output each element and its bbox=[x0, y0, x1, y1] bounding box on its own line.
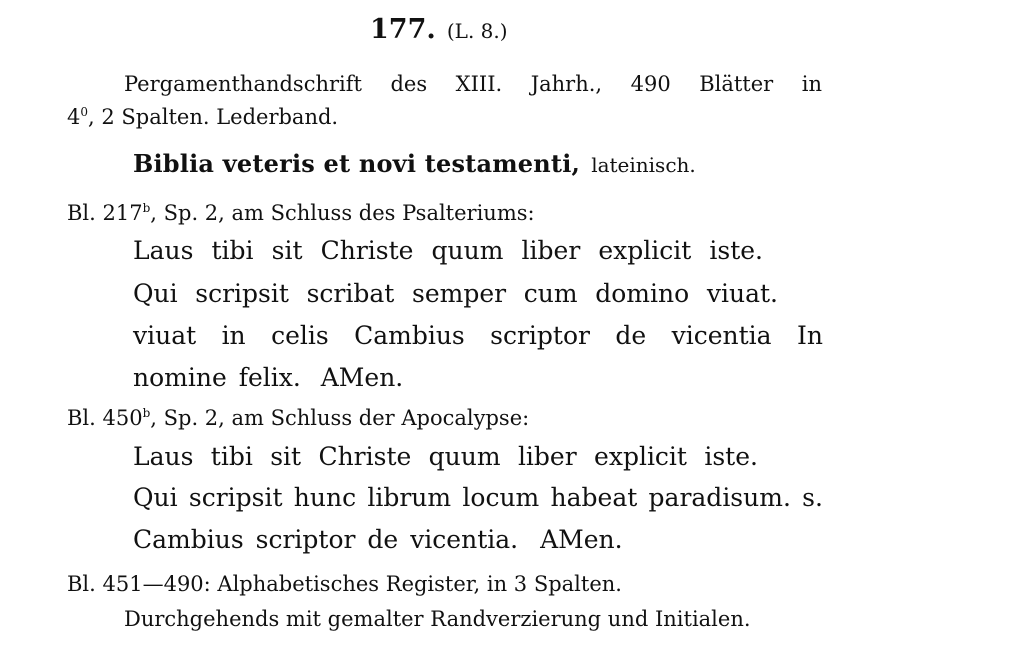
verse-line bbox=[133, 238, 763, 263]
verse-word: tibi bbox=[210, 442, 253, 471]
verse-word: semper bbox=[412, 279, 507, 308]
verse-word: AMen. bbox=[540, 525, 623, 554]
reference-verso: b bbox=[142, 201, 151, 215]
description-word: des bbox=[390, 72, 428, 96]
verse-word: scripsit bbox=[195, 279, 289, 308]
verse-word: habeat bbox=[550, 483, 638, 512]
verse-word: Laus bbox=[133, 442, 194, 471]
work-title bbox=[133, 149, 696, 178]
verse-word: cum bbox=[523, 279, 578, 308]
description-word: 490 bbox=[630, 72, 671, 96]
work-title-language: lateinisch. bbox=[591, 153, 696, 177]
verse-word: quum bbox=[431, 236, 504, 265]
verse-word: paradisum. bbox=[648, 483, 791, 512]
description-word: Jahrh., bbox=[530, 72, 603, 96]
verse-word: Cambius bbox=[354, 321, 465, 350]
verse-line bbox=[133, 444, 758, 469]
verse-word: domino bbox=[595, 279, 690, 308]
reference-verso: b bbox=[142, 406, 151, 420]
verse-word: viuat. bbox=[706, 279, 778, 308]
description-word: Blätter bbox=[699, 72, 774, 96]
verse-word: felix. bbox=[238, 363, 301, 392]
verse-word: scripsit bbox=[188, 483, 283, 512]
description-rest: , 2 Spalten. Lederband. bbox=[88, 105, 339, 129]
description-line-2 bbox=[67, 107, 338, 128]
verse-line bbox=[133, 323, 823, 348]
verse-line bbox=[133, 485, 823, 510]
verse-word: iste. bbox=[704, 442, 758, 471]
format-degree: 0 bbox=[80, 105, 89, 119]
verse-word: liber bbox=[521, 236, 581, 265]
reference-folio: Bl. 450 bbox=[67, 406, 143, 430]
verse-word: de bbox=[367, 525, 399, 554]
verse-line bbox=[133, 527, 623, 552]
work-title-bold: Biblia veteris et novi testamenti, bbox=[133, 149, 581, 178]
description-word: Pergamenthandschrift bbox=[124, 72, 362, 96]
reference-folio: Bl. 217 bbox=[67, 201, 143, 225]
verse-word: scriptor bbox=[255, 525, 356, 554]
verse-word: de bbox=[615, 321, 647, 350]
reference-text: , Sp. 2, am Schluss des Psalteriums: bbox=[150, 201, 535, 225]
verse-word: quum bbox=[428, 442, 501, 471]
register-line-2: Durchgehends mit gemalter Randverzierung und Initialen. bbox=[124, 607, 751, 631]
entry-reference-1 bbox=[67, 203, 535, 224]
reference-text: , Sp. 2, am Schluss der Apocalypse: bbox=[150, 406, 530, 430]
verse-word: liber bbox=[517, 442, 577, 471]
verse-word: iste. bbox=[709, 236, 763, 265]
verse-word: in bbox=[221, 321, 246, 350]
verse-word: viuat bbox=[133, 321, 197, 350]
verse-word: Laus bbox=[133, 236, 194, 265]
verse-word: scribat bbox=[306, 279, 395, 308]
register-line-1: Bl. 451—490: Alphabetisches Register, in 3 Spalten. bbox=[67, 572, 622, 596]
verse-word: Qui bbox=[133, 483, 178, 512]
verse-word: vicentia. bbox=[410, 525, 519, 554]
description-line-1 bbox=[124, 74, 822, 95]
verse-word: Qui bbox=[133, 279, 178, 308]
format-number: 4 bbox=[67, 105, 81, 129]
verse-word: scriptor bbox=[490, 321, 590, 350]
verse-word: locum bbox=[462, 483, 540, 512]
shelfmark: (L. 8.) bbox=[446, 19, 508, 43]
verse-line bbox=[133, 365, 403, 390]
verse-word: explicit bbox=[594, 442, 687, 471]
verse-word: librum bbox=[367, 483, 452, 512]
verse-word: sit bbox=[271, 236, 303, 265]
verse-word: celis bbox=[271, 321, 329, 350]
verse-word: Christe bbox=[318, 442, 412, 471]
verse-word: s. bbox=[802, 483, 823, 512]
verse-word: hunc bbox=[293, 483, 357, 512]
verse-word: sit bbox=[270, 442, 302, 471]
description-word: XIII. bbox=[455, 72, 503, 96]
verse-word: AMen. bbox=[320, 363, 404, 392]
description-word: in bbox=[801, 72, 822, 96]
verse-line bbox=[133, 281, 778, 306]
entry-number: 177. bbox=[370, 14, 436, 45]
entry-reference-2 bbox=[67, 408, 529, 429]
verse-word: nomine bbox=[133, 363, 227, 392]
entry-heading bbox=[370, 16, 508, 43]
verse-word: In bbox=[796, 321, 823, 350]
verse-word: Christe bbox=[320, 236, 414, 265]
verse-word: Cambius bbox=[133, 525, 244, 554]
verse-word: vicentia bbox=[671, 321, 772, 350]
verse-word: explicit bbox=[598, 236, 692, 265]
verse-word: tibi bbox=[211, 236, 254, 265]
